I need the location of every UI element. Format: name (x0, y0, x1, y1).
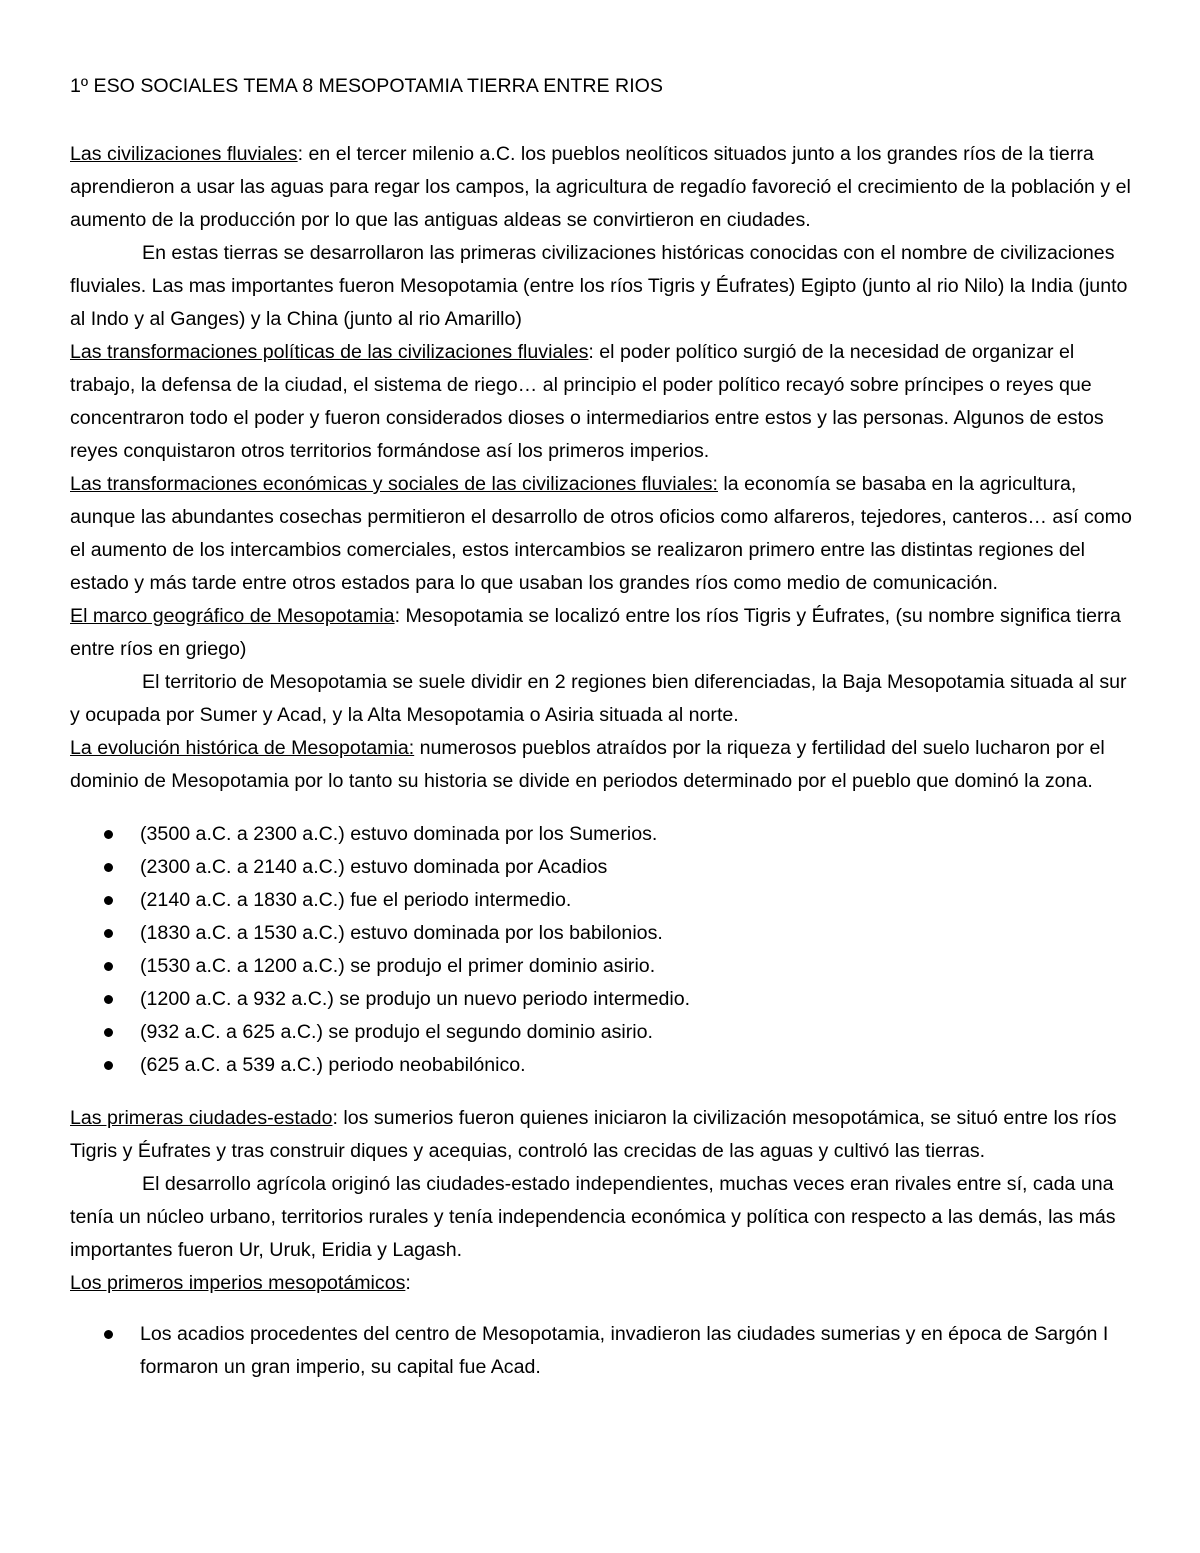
list-item: (1530 a.C. a 1200 a.C.) se produjo el primer dominio asirio. (70, 950, 1134, 983)
paragraph-ciudades-2: El desarrollo agrícola originó las ciudades-estado independientes, muchas veces eran rivales entre sí, cada una tenía un núcleo urbano, territorios rurales y tenía independencia económica y política con respecto a las demás, las más importantes fueron Ur, Uruk, Eridia y Lagash. (70, 1173, 1116, 1261)
paragraph-imperios (70, 1267, 1134, 1300)
list-item: (3500 a.C. a 2300 a.C.) estuvo dominada por los Sumerios. (70, 818, 1134, 851)
heading-politicas: Las transformaciones políticas de las civilizaciones fluviales (70, 341, 589, 363)
separator: : (405, 1272, 411, 1294)
periods-list (70, 818, 1134, 1082)
bullet-icon (104, 1330, 113, 1339)
document-title: 1º ESO SOCIALES TEMA 8 MESOPOTAMIA TIERRA ENTRE RIOS (70, 75, 663, 97)
paragraph-politicas (70, 336, 1134, 468)
heading-marco: El marco geográfico de Mesopotamia (70, 605, 395, 627)
document-page (70, 68, 1134, 1404)
list-item: (932 a.C. a 625 a.C.) se produjo el segundo dominio asirio. (70, 1016, 1134, 1049)
paragraph-economicas (70, 468, 1134, 600)
text-civilizaciones: en el tercer milenio a.C. los pueblos neolíticos situados junto a los grandes ríos de la tierra aprendieron a usar las aguas para regar los campos, la agricultura de regadío favoreció el crecimiento de la población y el aumento de la producción por lo que las antiguas aldeas se convirtieron en ciudades. (70, 143, 1131, 231)
paragraph-evolucion (70, 732, 1134, 798)
heading-evolucion: La evolución histórica de Mesopotamia: (70, 737, 415, 759)
list-item: (1830 a.C. a 1530 a.C.) estuvo dominada por los babilonios. (70, 917, 1134, 950)
paragraph-civilizaciones (70, 138, 1134, 237)
list-item: (2300 a.C. a 2140 a.C.) estuvo dominada por Acadios (70, 851, 1134, 884)
heading-imperios: Los primeros imperios mesopotámicos (70, 1272, 406, 1294)
separator: : (332, 1107, 338, 1129)
bullet-icon (104, 962, 113, 971)
separator: : (297, 143, 304, 165)
bullet-icon (104, 1028, 113, 1037)
paragraph-ciudades (70, 1102, 1134, 1168)
heading-ciudades: Las primeras ciudades-estado (70, 1107, 333, 1129)
bullet-icon (104, 995, 113, 1004)
list-item: Los acadios procedentes del centro de Mesopotamia, invadieron las ciudades sumerias y en época de Sargón I formaron un gran imperio, su capital fue Acad. (70, 1318, 1134, 1384)
list-item: (625 a.C. a 539 a.C.) periodo neobabilónico. (70, 1049, 1134, 1082)
text-evolucion: numerosos pueblos atraídos por la riqueza y fertilidad del suelo lucharon por el dominio de Mesopotamia por lo tanto su historia se divide en periodos determinado por el pueblo que dominó la zona. (70, 737, 1105, 792)
paragraph-marco (70, 600, 1134, 666)
bullet-icon (104, 863, 113, 872)
text-marco: Mesopotamia se localizó entre los ríos Tigris y Éufrates, (su nombre significa tierra entre ríos en griego) (70, 605, 1121, 660)
bullet-icon (104, 830, 113, 839)
text-ciudades: los sumerios fueron quienes iniciaron la civilización mesopotámica, se situó entre los ríos Tigris y Éufrates y tras construir diques y acequias, controló las crecidas de las aguas y cultivó las tierras. (70, 1107, 1117, 1162)
separator: : (394, 605, 401, 627)
bullet-icon (104, 929, 113, 938)
paragraph-civilizaciones-2: En estas tierras se desarrollaron las primeras civilizaciones históricas conocidas con el nombre de civilizaciones fluviales. Las mas importantes fueron Mesopotamia (entre los ríos Tigris y Éufrates) Egipto (junto al rio Nilo) la India (junto al Indo y al Ganges) y la China (junto al rio Amarillo) (70, 242, 1128, 330)
bullet-icon (104, 1061, 113, 1070)
text-politicas: el poder político surgió de la necesidad de organizar el trabajo, la defensa de la ciudad, el sistema de riego… al principio el poder político recayó sobre príncipes o reyes que concentraron todo el poder y fueron considerados dioses o intermediarios entre estos y las personas. Algunos de estos reyes conquistaron otros territorios formándose así los primeros imperios. (70, 341, 1104, 462)
heading-economicas: Las transformaciones económicas y sociales de las civilizaciones fluviales: (70, 473, 718, 495)
text-economicas: la economía se basaba en la agricultura, aunque las abundantes cosechas permitieron el desarrollo de otros oficios como alfareros, tejedores, canteros… así como el aumento de los intercambios comerciales, estos intercambios se realizaron primero entre las distintas regiones del estado y más tarde entre otros estados para lo que usaban los grandes ríos como medio de comunicación. (70, 473, 1132, 594)
bullet-icon (104, 896, 113, 905)
list-item: (2140 a.C. a 1830 a.C.) fue el periodo intermedio. (70, 884, 1134, 917)
imperios-list (70, 1318, 1134, 1384)
list-item: (1200 a.C. a 932 a.C.) se produjo un nuevo periodo intermedio. (70, 983, 1134, 1016)
separator: : (588, 341, 594, 363)
heading-civilizaciones: Las civilizaciones fluviales (70, 143, 298, 165)
paragraph-marco-2: El territorio de Mesopotamia se suele dividir en 2 regiones bien diferenciadas, la Baja Mesopotamia situada al sur y ocupada por Sumer y Acad, y la Alta Mesopotamia o Asiria situada al norte. (70, 671, 1127, 726)
